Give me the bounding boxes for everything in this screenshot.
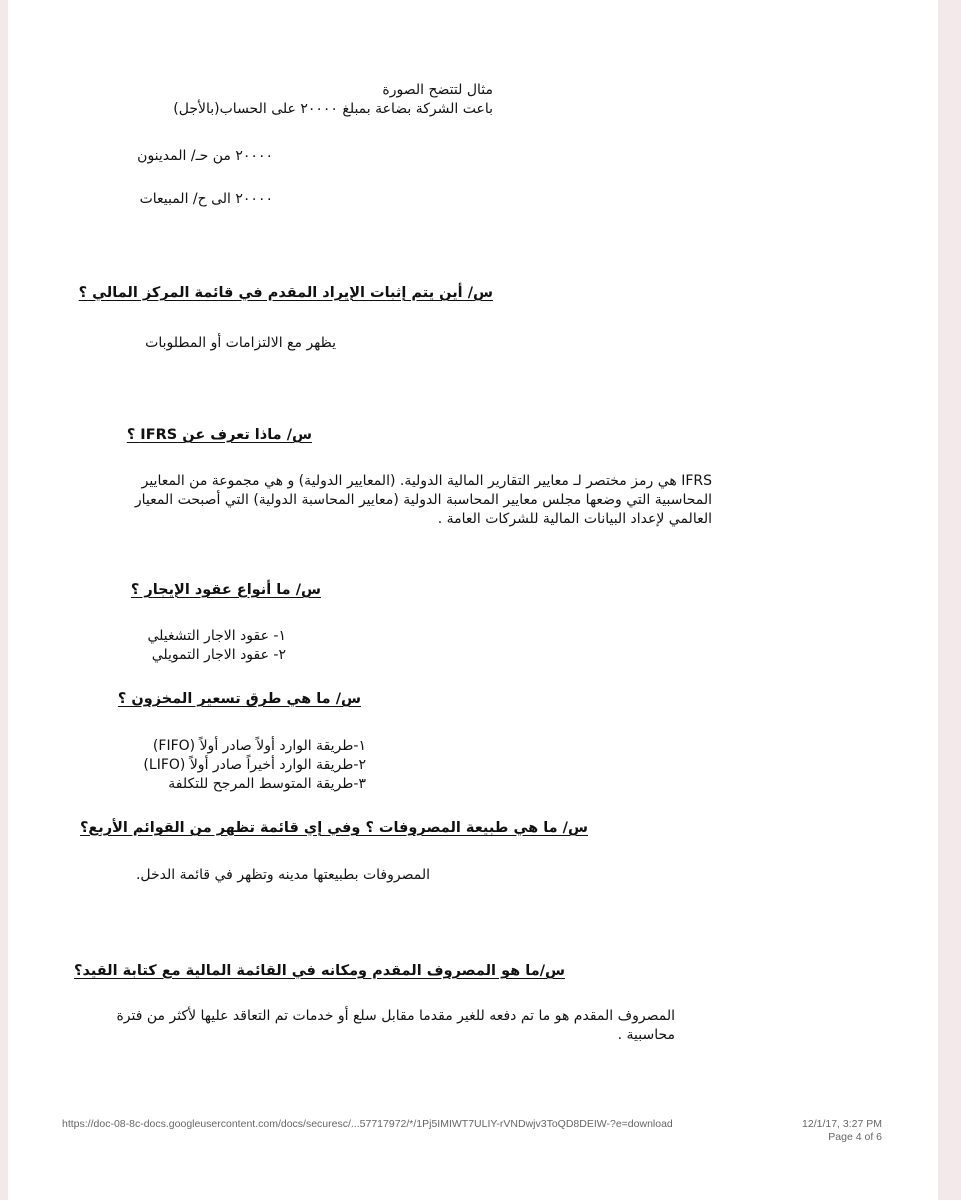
question-6: س/ما هو المصروف المقدم ومكانه في القائمة المالية مع كتابة القيد؟ [74,963,565,979]
answer-1: يظهر مع الالتزامات أو المطلوبات [145,335,336,351]
footer-meta [802,1118,882,1144]
document-page [8,0,938,1200]
footer-page-number: Page 4 of 6 [828,1131,882,1143]
example-credit: ٢٠٠٠٠ الى ح/ المبيعات [139,191,273,207]
question-1: س/ أين يتم إثبات الإيراد المقدم في قائمة المركز المالي ؟ [78,285,493,301]
question-5: س/ ما هي طبيعة المصروفات ؟ وفي إي قائمة تظهر من القوائم الأربع؟ [79,820,588,836]
footer-datetime: 12/1/17, 3:27 PM [802,1118,882,1130]
question-4: س/ ما هي طرق تسعير المخزون ؟ [117,691,361,707]
footer-url: https://doc-08-8c-docs.googleusercontent.com/docs/securesc/...57717972/*/1Pj5IMIWT7ULIY-rVNDwjv3ToQD8DEIW-?e=download [62,1118,673,1130]
example-debit: ٢٠٠٠٠ من حـ/ المدينون [137,148,273,164]
answer-5: المصروفات بطبيعتها مدينه وتظهر في قائمة الدخل. [135,867,430,883]
answer-6: المصروف المقدم هو ما تم دفعه للغير مقدما مقابل سلع أو خدمات تم التعاقد عليها لأكثر من فترة محاسبية . [116,1008,675,1043]
question-2: س/ ماذا تعرف عن IFRS ؟ [126,427,312,443]
example-block [173,81,493,119]
question-3: س/ ما أنواع عقود الإيجار ؟ [130,582,321,598]
answer-4: ١-طريقة الوارد أولاً صادر أولاً (FIFO) ٢-طريقة الوارد أخيراً صادر أولاً (LIFO) ٣-طريقة المتوسط المرجح للتكلفة [143,738,366,792]
answer-2: IFRS هي رمز مختصر لـ معايير التقارير المالية الدولية. (المعايير الدولية) و هي مجموعة من المعايير المحاسبية التي وضعها مجلس معايير المحاسبة الدولية (معايير المحاسبة الدولية) التي أصبحت المعيار العالمي لإعداد البيانات المالية للشركات العامة . [134,473,712,527]
answer-3: ١- عقود الاجار التشغيلي ٢- عقود الاجار التمويلي [147,628,286,663]
example-intro: مثال لتتضح الصورة [382,82,493,98]
example-sale: باعت الشركة بضاعة بمبلغ ٢٠٠٠٠ على الحساب(بالأجل) [173,101,493,117]
